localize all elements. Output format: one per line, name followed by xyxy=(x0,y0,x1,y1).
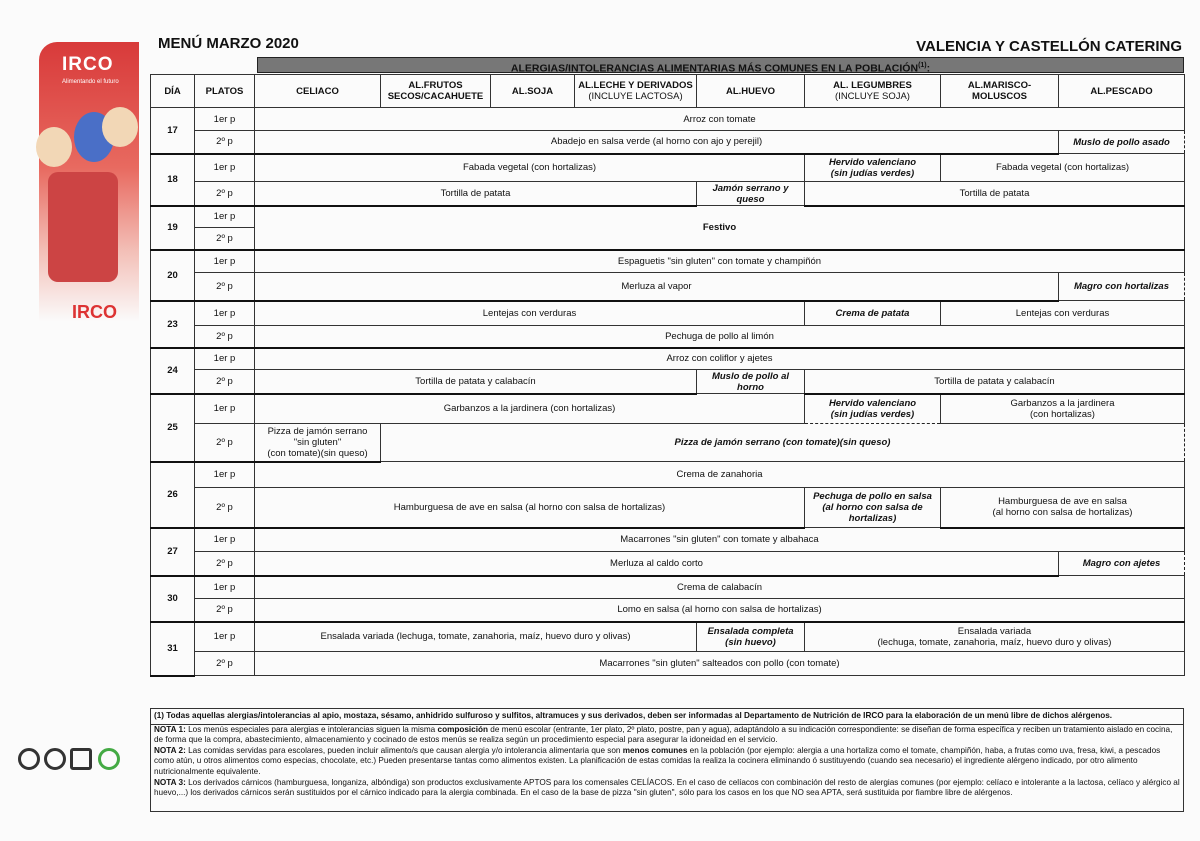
table-row xyxy=(151,370,1185,394)
table-row xyxy=(151,326,1185,348)
menu-cell-alt xyxy=(805,154,941,182)
note-text: de menú escolar (entrante, 1er plato, 2º plato, postre, pan y agua), adaptándolo a su indicación correspondiente: se diseñan de forma específica y reciben un tratamiento aislado en cocina, de forma que la compra, abastecimiento, almacenamiento y cocinado de estos menús se realiza según un procedimiento especial para asegurar la idoneidad en el servicio. xyxy=(154,724,1173,745)
table-row xyxy=(151,108,1185,131)
menu-cell: Lomo en salsa (al horno con salsa de hortalizas) xyxy=(255,599,1185,622)
menu-cell: Arroz con coliflor y ajetes xyxy=(255,348,1185,370)
menu-title: MENÚ MARZO 2020 xyxy=(158,35,299,52)
col-huevo: AL.HUEVO xyxy=(697,75,805,108)
note-2 xyxy=(151,746,1183,778)
certification-logos xyxy=(16,744,134,784)
menu-cell: Hamburguesa de ave en salsa (al horno con salsa de hortalizas) xyxy=(255,488,805,528)
day-number: 25 xyxy=(151,394,195,462)
cell-line: Hamburguesa de ave en salsa xyxy=(998,496,1127,508)
plato-label: 1er p xyxy=(195,348,255,370)
day-number: 27 xyxy=(151,528,195,576)
day-number: 17 xyxy=(151,108,195,154)
menu-cell: Espaguetis "sin gluten" con tomate y champiñón xyxy=(255,250,1185,273)
menu-cell: Tortilla de patata y calabacín xyxy=(255,370,697,394)
menu-cell: Tortilla de patata xyxy=(255,182,697,206)
table-row xyxy=(151,273,1185,301)
note-emphasis: menos comunes xyxy=(622,745,688,755)
plato-label: 1er p xyxy=(195,206,255,228)
note-text: en la población (por ejemplo: alergia a una hortaliza como el tomate, champiñón, haba, a frutas como uva, fresa, kiwi, a pescados como atún, u otros alimentos como especias, chocolate, etc.) Pueden presentarse tantas como alimentos existen. La planificación de estas comidas la realiza la cocinera eliminando ó sustituyendo (cuando sea necesario) el ingrediente alérgeno indicado, por otro alimento nutricionalmente equivalente. xyxy=(154,745,1161,776)
plato-label: 1er p xyxy=(195,250,255,273)
note-text: Las comidas servidas para escolares, pueden incluir alimento/s que causan alergia y/o intolerancia alimentaria que son xyxy=(185,745,623,755)
col-legumbres xyxy=(805,75,941,108)
menu-cell xyxy=(941,394,1185,424)
alt-line: Hervido valenciano xyxy=(828,156,917,168)
menu-cell-alt xyxy=(805,488,941,528)
plato-label: 1er p xyxy=(195,576,255,599)
col-pescado: AL.PESCADO xyxy=(1059,75,1185,108)
chef-illustration xyxy=(36,127,72,167)
plato-label: 1er p xyxy=(195,528,255,552)
col-leche-line2: (INCLUYE LACTOSA) xyxy=(588,91,683,102)
col-celiaco: CELIACO xyxy=(255,75,381,108)
menu-cell: Lentejas con verduras xyxy=(255,301,805,326)
table-row xyxy=(151,462,1185,488)
menu-cell: Macarrones "sin gluten" con tomate y albahaca xyxy=(255,528,1185,552)
allergy-header-bar: ALERGIAS/INTOLERANCIAS ALIMENTARIAS MÁS COMUNES EN LA POBLACIÓN$^{(1)}$: xyxy=(257,57,1184,73)
col-marisco: AL.MARISCO-MOLUSCOS xyxy=(941,75,1059,108)
note-emphasis: composición xyxy=(437,724,489,734)
chef-body xyxy=(48,172,118,282)
table-row xyxy=(151,301,1185,326)
table-row xyxy=(151,250,1185,273)
menu-cell: Garbanzos a la jardinera (con hortalizas) xyxy=(255,394,805,424)
menu-cell: Ensalada variada (lechuga, tomate, zanahoria, maíz, huevo duro y olivas) xyxy=(255,622,697,652)
brand-illustration xyxy=(14,32,146,332)
table-row xyxy=(151,394,1185,424)
menu-cell: Fabada vegetal (con hortalizas) xyxy=(255,154,805,182)
plato-label: 2º p xyxy=(195,488,255,528)
col-frutos-line1: AL.FRUTOS xyxy=(408,80,463,91)
plato-label: 2º p xyxy=(195,182,255,206)
col-frutos-line2: SECOS/CACAHUETE xyxy=(387,91,484,102)
plato-label: 2º p xyxy=(195,424,255,462)
table-row xyxy=(151,528,1185,552)
menu-cell: Abadejo en salsa verde (al horno con ajo y perejil) xyxy=(255,131,1059,154)
cell-line: (con tomate)(sin queso) xyxy=(267,447,368,459)
table-row xyxy=(151,182,1185,206)
menu-cell xyxy=(941,488,1185,528)
cert-seal-icon xyxy=(18,748,40,770)
plato-label: 1er p xyxy=(195,108,255,131)
note-text: Los menús especiales para alergias e intolerancias siguen la misma xyxy=(185,724,438,734)
menu-table xyxy=(150,74,1185,677)
col-legumbres-line1: AL. LEGUMBRES xyxy=(833,80,912,91)
cell-line: Ensalada variada xyxy=(957,625,1032,637)
table-row xyxy=(151,552,1185,576)
table-row xyxy=(151,348,1185,370)
plato-label: 2º p xyxy=(195,652,255,676)
chef-illustration xyxy=(102,107,138,147)
plato-label: 2º p xyxy=(195,273,255,301)
table-row xyxy=(151,622,1185,652)
menu-cell-alt: Muslo de pollo al horno xyxy=(697,370,805,394)
plato-label: 1er p xyxy=(195,154,255,182)
note-label: NOTA 3: xyxy=(154,777,186,787)
day-number: 30 xyxy=(151,576,195,622)
brand-logo-bottom: IRCO xyxy=(72,302,117,322)
menu-cell: Tortilla de patata y calabacín xyxy=(805,370,1185,394)
alt-line: hortalizas) xyxy=(848,513,897,524)
brand-logo: IRCO xyxy=(62,54,114,75)
plato-label: 1er p xyxy=(195,301,255,326)
menu-cell xyxy=(805,622,1185,652)
alt-line: Ensalada completa xyxy=(707,625,794,637)
note-label: NOTA 2: xyxy=(154,745,186,755)
cell-line: (al horno con salsa de hortalizas) xyxy=(992,507,1133,519)
col-legumbres-line2: (INCLUYE SOJA) xyxy=(835,91,910,102)
plato-label: 1er p xyxy=(195,394,255,424)
menu-cell: Tortilla de patata xyxy=(805,182,1185,206)
menu-cell: Crema de calabacín xyxy=(255,576,1185,599)
plato-label: 2º p xyxy=(195,552,255,576)
menu-cell-alt: Magro con ajetes xyxy=(1059,552,1185,576)
day-number: 18 xyxy=(151,154,195,206)
day-number: 19 xyxy=(151,206,195,250)
plato-label: 2º p xyxy=(195,228,255,250)
plato-label: 1er p xyxy=(195,622,255,652)
alt-line: Pechuga de pollo en salsa xyxy=(813,491,932,502)
menu-cell-alt: Muslo de pollo asado xyxy=(1059,131,1185,154)
table-row xyxy=(151,488,1185,528)
menu-cell: Pechuga de pollo al limón xyxy=(255,326,1185,348)
table-row xyxy=(151,652,1185,676)
menu-cell: Arroz con tomate xyxy=(255,108,1185,131)
alt-line: (al horno con salsa de xyxy=(822,502,923,513)
menu-cell: Macarrones "sin gluten" salteados con pollo (con tomate) xyxy=(255,652,1185,676)
notes-box xyxy=(150,708,1184,812)
table-row xyxy=(151,206,1185,228)
menu-cell: Festivo xyxy=(255,206,1185,250)
brand-tagline: Alimentando el futuro xyxy=(62,79,119,85)
day-number: 20 xyxy=(151,250,195,301)
table-header-row xyxy=(151,75,1185,108)
table-row xyxy=(151,154,1185,182)
allergy-header-footnote: (1) xyxy=(918,62,927,69)
cert-seal-icon xyxy=(70,748,92,770)
menu-cell-alt: Magro con hortalizas xyxy=(1059,273,1185,301)
menu-cell-alt: Crema de patata xyxy=(805,301,941,326)
day-number: 24 xyxy=(151,348,195,394)
cell-line: Garbanzos a la jardinera xyxy=(1010,397,1115,409)
plato-label: 2º p xyxy=(195,131,255,154)
menu-cell-alt: Pizza de jamón serrano (con tomate)(sin queso) xyxy=(381,424,1185,462)
note-label: NOTA 1: xyxy=(154,724,186,734)
alt-line: Hervido valenciano xyxy=(828,397,917,409)
table-row xyxy=(151,599,1185,622)
cert-seal-icon xyxy=(44,748,66,770)
col-frutos xyxy=(381,75,491,108)
day-number: 31 xyxy=(151,622,195,676)
plato-label: 2º p xyxy=(195,599,255,622)
menu-cell: Fabada vegetal (con hortalizas) xyxy=(941,154,1185,182)
plato-label: 2º p xyxy=(195,326,255,348)
col-soja: AL.SOJA xyxy=(491,75,575,108)
table-row xyxy=(151,424,1185,462)
plato-label: 2º p xyxy=(195,370,255,394)
menu-cell: Merluza al caldo corto xyxy=(255,552,1059,576)
plato-label: 1er p xyxy=(195,462,255,488)
col-leche xyxy=(575,75,697,108)
col-leche-line1: AL.LECHE Y DERIVADOS xyxy=(578,80,693,91)
catering-title: VALENCIA Y CASTELLÓN CATERING xyxy=(916,38,1182,55)
menu-cell: Lentejas con verduras xyxy=(941,301,1185,326)
menu-cell: Crema de zanahoria xyxy=(255,462,1185,488)
table-row xyxy=(151,576,1185,599)
cell-line: (con hortalizas) xyxy=(1030,408,1095,420)
note-1 xyxy=(151,725,1183,746)
menu-cell xyxy=(255,424,381,462)
day-number: 26 xyxy=(151,462,195,528)
menu-cell-alt xyxy=(805,394,941,424)
alt-line: (sin judías verdes) xyxy=(830,408,915,420)
note-text: Los derivados cárnicos (hamburguesa, longaniza, albóndiga) son productos exclusivamente APTOS para los comensales CELÍACOS. En el caso de celíacos con combinación del resto de alergias comunes (por ejemplo: celíaco e intolerante a la lactosa, celíaco y alérgico al huevo,...) los derivados cárnicos serán sustituidos por el cárnico indicado para la alergia combinada. En el caso de la base de pizza "sin gluten", sólo para los casos en los que NO sea APTA, será sustituida por fiambre libre de alérgenos. xyxy=(154,777,1180,798)
allergy-header-text: ALERGIAS/INTOLERANCIAS ALIMENTARIAS MÁS COMUNES EN LA POBLACIÓN xyxy=(510,62,919,75)
cell-line: Pizza de jamón serrano xyxy=(267,425,368,437)
footnote: (1) Todas aquellas alergias/intolerancias al apio, mostaza, sésamo, anhidrido sulfuroso y sulfitos, altramuces y sus derivados, deben ser informadas al Departamento de Nutrición de IRCO para la elaboración de un menú libre de dichos alérgenos. xyxy=(151,709,1183,725)
cell-line: "sin gluten" xyxy=(293,436,342,448)
col-dia: DÍA xyxy=(151,75,195,108)
note-3 xyxy=(151,778,1183,799)
col-platos: PLATOS xyxy=(195,75,255,108)
table-row xyxy=(151,131,1185,154)
alt-line: (sin judías verdes) xyxy=(830,167,915,179)
day-number: 23 xyxy=(151,301,195,348)
cert-seal-icon xyxy=(98,748,120,770)
alt-line: (sin huevo) xyxy=(725,636,776,648)
cell-line: (lechuga, tomate, zanahoria, maíz, huevo duro y olivas) xyxy=(877,636,1112,648)
menu-cell-alt: Jamón serrano y queso xyxy=(697,182,805,206)
menu-cell-alt xyxy=(697,622,805,652)
menu-cell: Merluza al vapor xyxy=(255,273,1059,301)
